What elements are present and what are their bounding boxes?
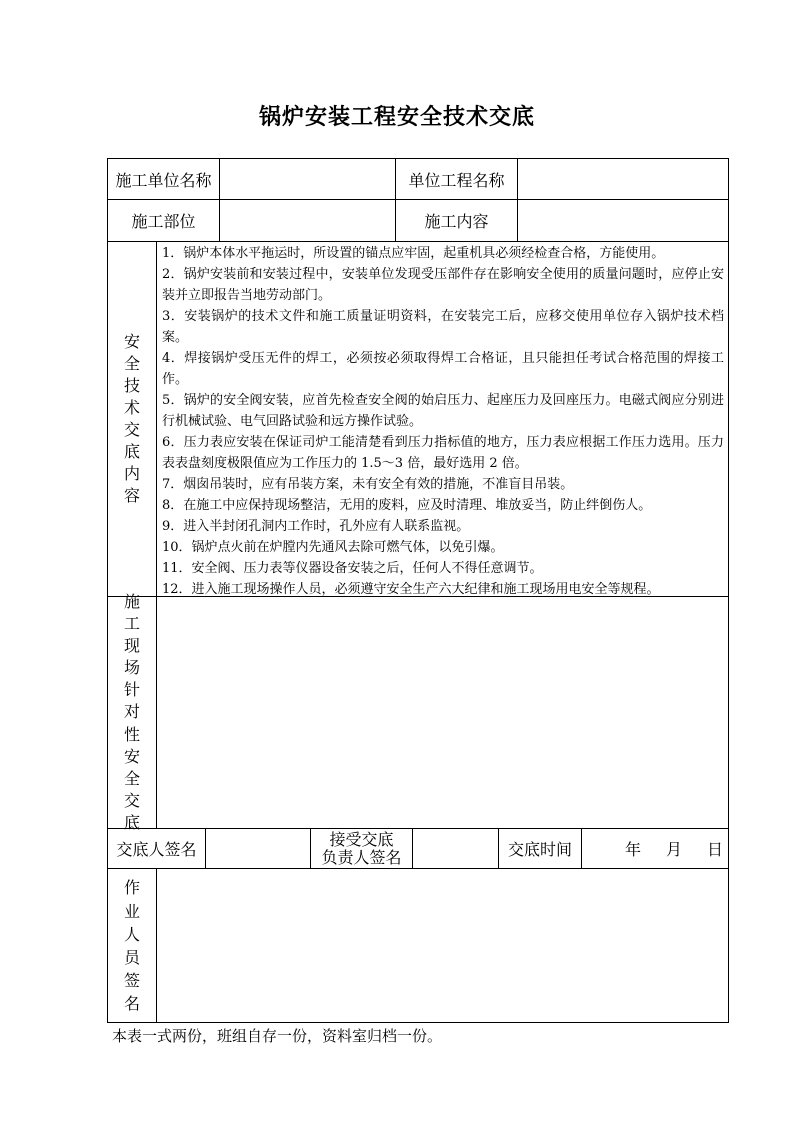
label-char: 场 [123, 658, 140, 678]
safety-item: 8．在施工中应保持现场整洁，无用的废料，应及时清理、堆放妥当，防止绊倒伤人。 [162, 498, 652, 513]
label-char: 工 [123, 614, 140, 634]
label-char: 现 [123, 636, 140, 656]
label-char: 容 [123, 485, 140, 505]
label-char: 全 [123, 354, 140, 374]
label-char: 底 [123, 441, 140, 461]
discloser-signature-label: 交底人签名 [116, 840, 197, 859]
label-char: 针 [123, 680, 140, 700]
label-char: 施 [123, 592, 140, 612]
label-char: 交 [123, 420, 140, 439]
label-char: 术 [123, 398, 140, 418]
label-char: 性 [123, 724, 140, 744]
receiver-label-line: 接受交底 [329, 829, 394, 849]
month-unit: 月 [666, 840, 683, 859]
label-char: 技 [123, 376, 140, 396]
label-char: 内 [123, 463, 140, 483]
safety-item: 7．烟囱吊装时，应有吊装方案，未有安全有效的措施，不准盲目吊装。 [162, 477, 574, 492]
label-char: 业 [123, 901, 140, 921]
safety-item: 3．安装锅炉的技术文件和施工质量证明资料，在安装完工后，应移交使用单位存入锅炉技术档案。 [162, 309, 724, 345]
safety-items-list [158, 243, 728, 596]
safety-item: 6．压力表应安装在保证司炉工能清楚看到压力指标值的地方，压力表应根据工作压力选用。压力表表盘刻度极限值应为工作压力的 1.5～3 倍，最好选用 2 倍。 [162, 435, 724, 471]
unit-project-label: 单位工程名称 [408, 170, 505, 190]
construction-unit-label: 施工单位名称 [115, 170, 212, 190]
safety-item: 1．锅炉本体水平拖运时，所设置的锚点应牢固，起重机具必须经检查合格，方能使用。 [162, 246, 665, 261]
receiver-label-line: 负责人签名 [321, 847, 402, 867]
construction-part-label: 施工部位 [131, 212, 196, 231]
disclosure-time-label: 交底时间 [507, 840, 572, 859]
site-specific-disclosure-label [108, 592, 156, 832]
safety-item: 11．安全阀、压力表等仪器设备安装之后，任何人不得任意调节。 [162, 561, 543, 576]
label-char: 员 [123, 948, 140, 967]
disclosure-form-table [107, 158, 729, 1023]
safety-item: 2．锅炉安装前和安装过程中，安装单位发现受压部件存在影响安全使用的质量问题时，应停止安装并立即报告当地劳动部门。 [162, 267, 724, 303]
safety-item: 10．锅炉点火前在炉膛内先通风去除可燃气体，以免引爆。 [162, 540, 504, 555]
label-char: 交 [123, 790, 140, 810]
unit-project-field[interactable] [518, 159, 728, 199]
discloser-signature-field[interactable] [206, 829, 310, 868]
safety-item: 12．进入施工现场操作人员，必须遵守安全生产六大纪律和施工现场用电安全等规程。 [162, 582, 660, 597]
construction-content-field[interactable] [518, 200, 728, 241]
label-char: 签 [123, 971, 140, 991]
label-char: 安 [123, 746, 140, 766]
safety-disclosure-label [108, 242, 156, 596]
safety-item: 5．锅炉的安全阀安装，应首先检查安全阀的始启压力、起座压力及回座压力。电磁式阀应分别进行机械试验、电气回路试验和远方操作试验。 [162, 393, 724, 429]
site-disclosure-content-field[interactable] [157, 597, 728, 828]
construction-content-label: 施工内容 [424, 212, 489, 231]
label-char: 底 [123, 812, 140, 832]
label-char: 对 [123, 702, 140, 722]
label-char: 作 [123, 878, 140, 898]
safety-item: 4．焊接锅炉受压无件的焊工，必须按必须取得焊工合格证，且只能担任考试合格范围的焊接工作。 [162, 351, 724, 387]
year-unit: 年 [625, 840, 642, 859]
disclosure-time-field[interactable] [582, 829, 728, 868]
receiver-signature-label [311, 829, 412, 868]
document-title: 锅炉安装工程安全技术交底 [258, 104, 535, 130]
day-unit: 日 [707, 840, 724, 859]
construction-part-field[interactable] [220, 200, 395, 241]
row-divider [108, 241, 728, 242]
safety-item: 9．进入半封闭孔洞内工作时，孔外应有人联系监视。 [162, 519, 470, 534]
label-char: 安 [123, 332, 140, 352]
worker-signature-label [108, 869, 156, 1023]
label-char: 名 [123, 994, 140, 1014]
footer-note: 本表一式两份，班组自存一份，资料室归档一份。 [112, 1027, 443, 1045]
label-char: 人 [123, 924, 140, 944]
construction-unit-field[interactable] [220, 159, 395, 199]
receiver-signature-field[interactable] [413, 829, 498, 868]
label-char: 全 [123, 768, 140, 788]
worker-signature-field[interactable] [157, 869, 728, 1023]
